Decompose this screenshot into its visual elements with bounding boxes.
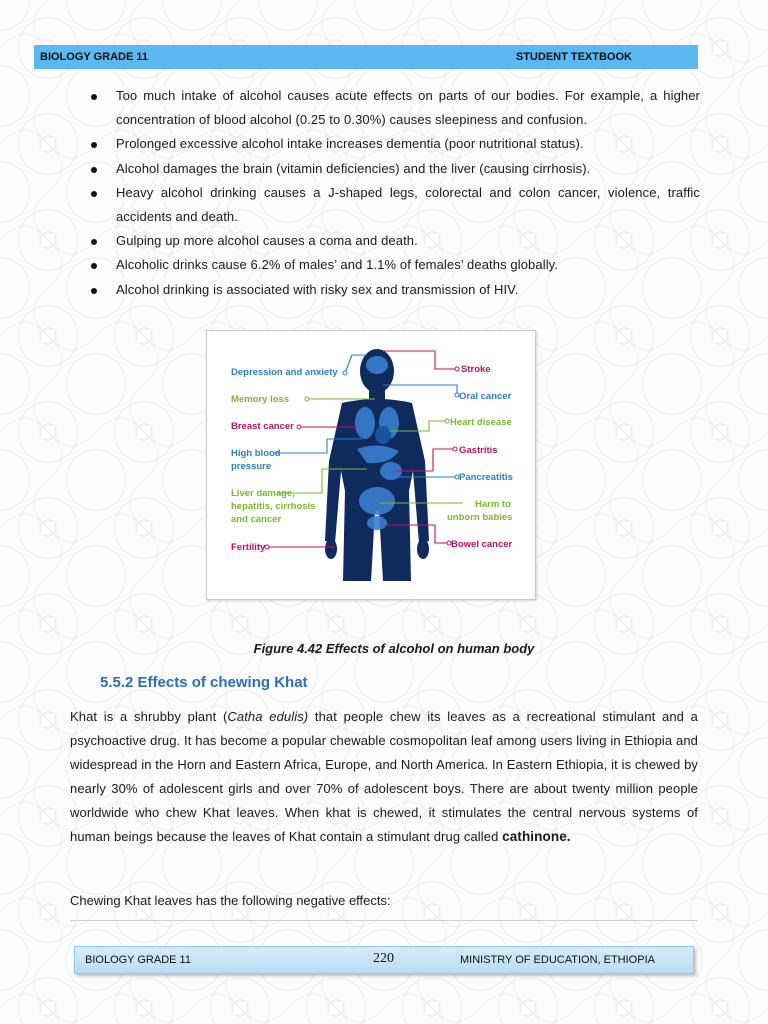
header-right: STUDENT TEXTBOOK [515, 51, 632, 63]
figure-label: Harm to [475, 499, 511, 510]
figure-label: Pancreatitis [459, 472, 513, 483]
figure-label: Heart disease [450, 417, 512, 428]
page-header [34, 45, 698, 69]
alcohol-effects-figure [206, 330, 536, 600]
list-item: Alcohol damages the brain (vitamin deficiencies) and the liver (causing cirrhosis). [88, 157, 700, 181]
khat-paragraph [70, 705, 698, 850]
list-item: Too much intake of alcohol causes acute effects on parts of our bodies. For example, a higher concentration of blood alcohol (0.25 to 0.30%) causes sleepiness and confusion. [88, 84, 700, 132]
paragraph-text: Khat is a shrubby plant ( [70, 709, 228, 724]
figure-caption: Figure 4.42 Effects of alcohol on human body [253, 641, 535, 656]
scientific-name: Catha edulis) [227, 709, 309, 724]
bold-term: cathinone. [502, 829, 571, 845]
page-footer [74, 946, 694, 974]
list-item: Gulping up more alcohol causes a coma and death. [88, 229, 700, 253]
figure-label: and cancer [231, 514, 282, 525]
figure-label: pressure [231, 461, 272, 472]
list-item: Prolonged excessive alcohol intake increases dementia (poor nutritional status). [88, 132, 700, 156]
body-silhouette [325, 349, 429, 581]
header-left: BIOLOGY GRADE 11 [40, 51, 148, 63]
figure-label: Bowel cancer [451, 539, 513, 550]
figure-label: Fertility [231, 542, 266, 553]
figure-label: hepatitis, cirrhosis [231, 501, 316, 512]
paragraph-text: that people chew its leaves as a recreational stimulant and a psychoactive drug. It has become a popular chewable cosmopolitan leaf among users living in Ethiopia and widespread in the Horn and Eastern Africa, Europe, and North America. In Eastern Ethiopia, it is chewed by nearly 30% of adolescent girls and over 70% of adolescent boys. There are about twenty million people worldwide who chew Khat leaves. When khat is chewed, it stimulates the central nervous systems of human beings because the leaves of Khat contain a stimulant drug called [70, 709, 698, 845]
figure-label: Oral cancer [459, 391, 512, 402]
left-labels [231, 367, 338, 553]
footer-right: MINISTRY OF EDUCATION, ETHIOPIA [460, 954, 655, 966]
figure-label: unborn babies [447, 512, 513, 523]
figure-label: Stroke [461, 364, 491, 375]
figure-label: Liver damage, [231, 488, 295, 499]
lead-line: Chewing Khat leaves has the following negative effects: [70, 893, 391, 908]
list-item: Alcohol drinking is associated with risky sex and transmission of HIV. [88, 278, 700, 302]
bullet-list [88, 84, 700, 302]
figure-label: Memory loss [231, 394, 290, 405]
list-item: Heavy alcohol drinking causes a J-shaped legs, colorectal and colon cancer, violence, traffic accidents and death. [88, 181, 700, 229]
figure-label: High blood [231, 448, 281, 459]
figure-label: Depression and anxiety [231, 367, 338, 378]
divider [70, 920, 698, 921]
list-item: Alcoholic drinks cause 6.2% of males’ and 1.1% of females’ deaths globally. [88, 253, 700, 277]
figure-label: Breast cancer [231, 421, 294, 432]
section-heading: 5.5.2 Effects of chewing Khat [100, 674, 308, 691]
body-diagram [207, 331, 535, 599]
page-number: 220 [373, 951, 394, 966]
figure-label: Gastritis [459, 445, 498, 456]
footer-left: BIOLOGY GRADE 11 [85, 954, 191, 966]
